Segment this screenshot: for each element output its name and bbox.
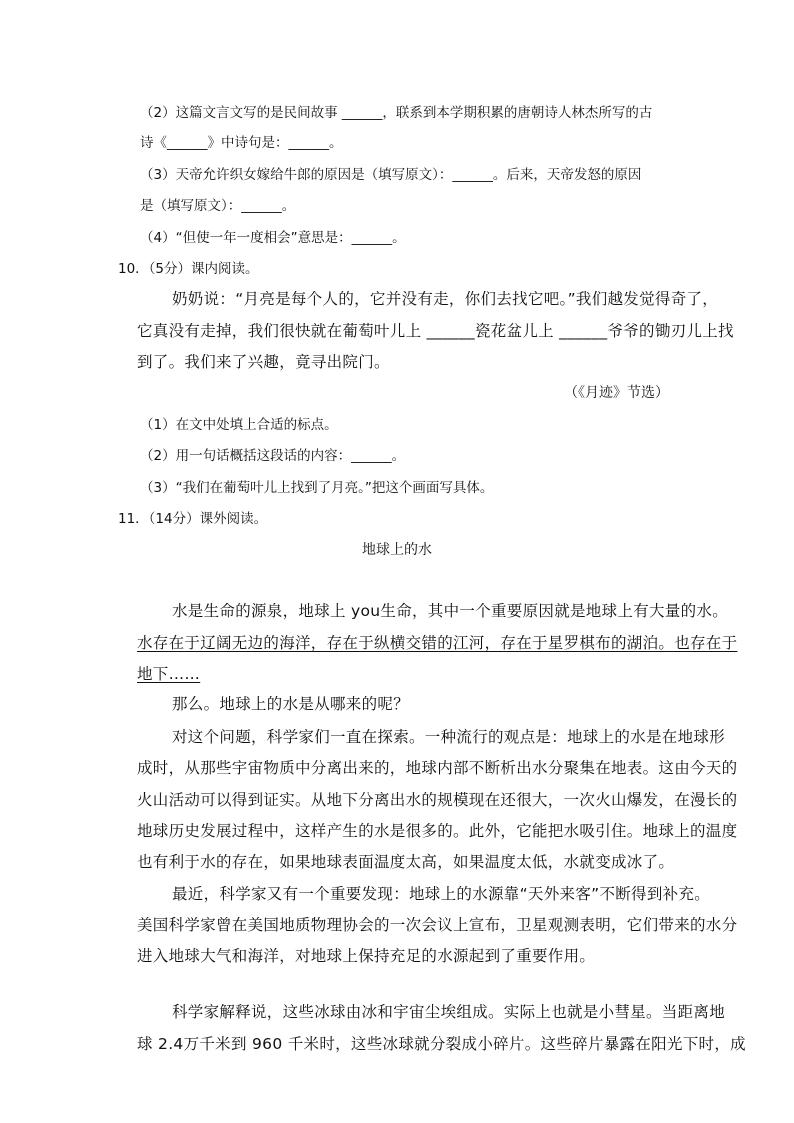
q9-item-2-line-2: 诗《______》中诗句是：______。: [140, 135, 343, 151]
q10-passage-line-1: 奶奶说：“月亮是每个人的，它并没有走，你们去找它吧。”我们越发觉得奇了，: [172, 290, 719, 308]
q10-passage-line-2: 它真没有走掉，我们很快就在葡萄叶儿上 ______瓷花盆儿上 ______爷爷的锄刃儿上找: [137, 322, 734, 340]
q11-passage-line-1: 水是生命的源泉，地球上 you生命，其中一个重要原因就是地球上有大量的水。: [172, 602, 729, 620]
q10-passage-line-3: 到了。我们来了兴趣，竟寻出院门。: [137, 353, 390, 371]
q9-item-2-line-1: （2）这篇文言文写的是民间故事 ______，联系到本学期积累的唐朝诗人林杰所写的古: [140, 105, 653, 121]
q10-item-3: （3）“我们在葡萄叶儿上找到了月亮。”把这个画面写具体。: [140, 480, 494, 496]
q10-heading: 10．（5分）课内阅读。: [118, 261, 259, 277]
q11-passage-line-6: 成时，从那些宇宙物质中分离出来的，地球内部不断析出水分聚集在地表。这由今天的: [137, 759, 738, 777]
q10-item-2: （2）用一句话概括这段话的内容：______。: [140, 448, 406, 464]
q10-source: （《月迹》节选）: [564, 385, 669, 401]
q11-passage-line-3: 地下……: [137, 665, 201, 683]
q11-passage-line-8: 地球历史发展过程中，这样产生的水是很多的。此外，它能把水吸引住。地球上的温度: [137, 822, 738, 840]
q11-passage-line-9: 也有利于水的存在，如果地球表面温度太高，如果温度太低，水就变成冰了。: [137, 853, 675, 871]
q11-passage-line-14: 球 2.4万千米到 960 千米时，这些冰球就分裂成小碎片。这些碎片暴露在阳光下时，成: [137, 1035, 746, 1053]
q10-item-1: （1）在文中处填上合适的标点。: [140, 417, 338, 433]
q11-passage-line-5: 对这个问题，科学家们一直在探索。一种流行的观点是：地球上的水是在地球形: [172, 728, 726, 746]
q11-passage-line-2: 水存在于辽阔无边的海洋，存在于纵横交错的江河，存在于星罗棋布的湖泊。也存在于: [137, 634, 738, 652]
q9-item-4: （4）“但使一年一度相会”意思是：______。: [140, 230, 406, 246]
q11-passage-line-11: 美国科学家曾在美国地质物理协会的一次会议上宣布，卫星观测表明，它们带来的水分: [137, 916, 738, 934]
q11-passage-line-10: 最近，科学家又有一个重要发现：地球上的水源靠“天外来客”不断得到补充。: [172, 885, 711, 903]
q11-passage-line-4: 那么。地球上的水是从哪来的呢？: [172, 695, 410, 713]
q11-passage-line-13: 科学家解释说，这些冰球由冰和宇宙尘埃组成。实际上也就是小彗星。当距离地: [172, 1003, 726, 1021]
q11-article-title: 地球上的水: [362, 542, 432, 558]
q9-item-3-line-2: 是（填写原文）：______。: [140, 198, 296, 214]
q11-passage-line-7: 火山活动可以得到证实。从地下分离出水的规模现在还很大，一次火山爆发，在漫长的: [137, 791, 738, 809]
q11-passage-line-12: 进入地球大气和海洋，对地球上保持充足的水源起到了重要作用。: [137, 947, 596, 965]
q11-heading: 11．（14分）课外阅读。: [118, 511, 268, 527]
q9-item-3-line-1: （3）天帝允许织女嫁给牛郎的原因是（填写原文）：______。后来，天帝发怒的原因: [140, 167, 642, 183]
